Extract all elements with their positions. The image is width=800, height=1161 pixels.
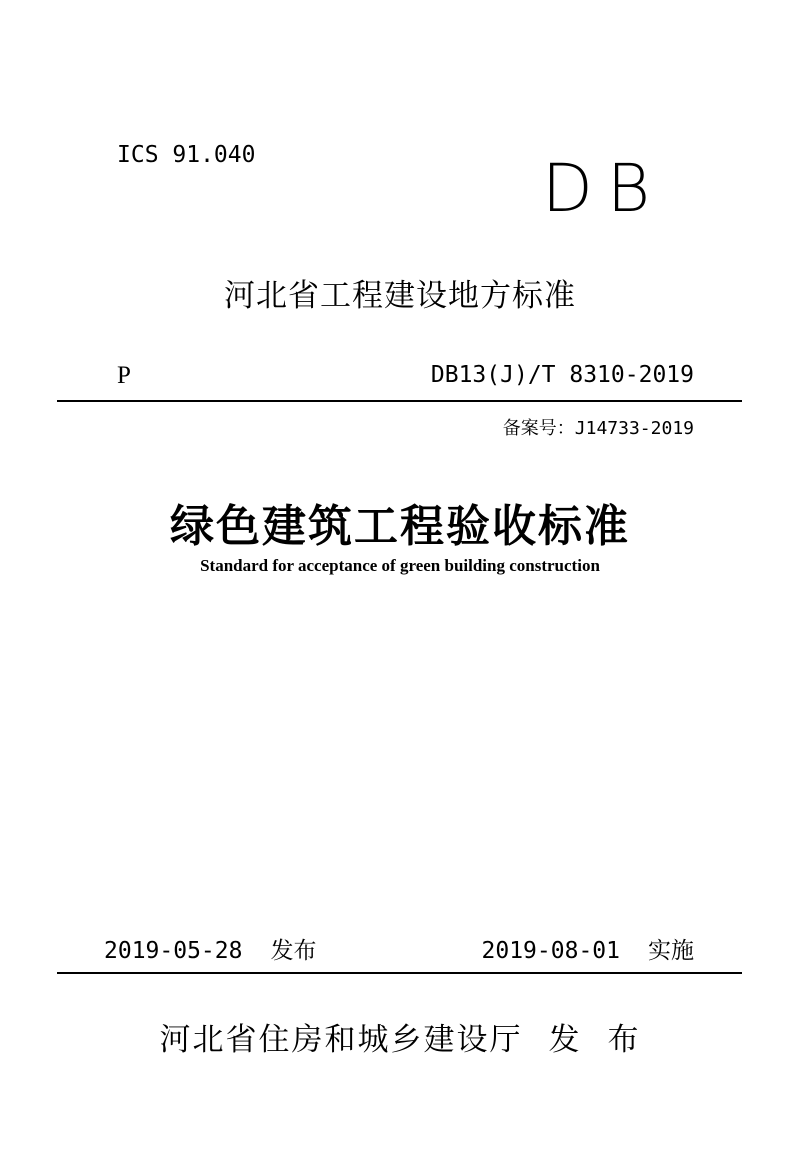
- record-number: [503, 414, 694, 440]
- footer-divider: [57, 972, 742, 974]
- record-value: J14733-2019: [574, 418, 694, 439]
- document-title-english: Standard for acceptance of green building construction: [200, 556, 600, 575]
- publisher-name: 河北省住房和城乡建设厅: [159, 1022, 523, 1058]
- issue-date: 2019-05-28: [104, 938, 243, 964]
- publish-word-1: 发: [548, 1022, 582, 1058]
- issue-label: 发布: [270, 938, 317, 964]
- issue-date-line: [104, 932, 316, 965]
- ics-code: ICS 91.040: [117, 142, 256, 168]
- implement-date: 2019-08-01: [481, 938, 620, 964]
- document-title: 绿色建筑工程验收标准: [170, 501, 630, 552]
- publisher-line: [0, 1014, 800, 1059]
- standard-level: 河北省工程建设地方标准: [224, 278, 576, 314]
- publish-word-2: 布: [607, 1022, 641, 1058]
- record-label: 备案号：: [502, 418, 575, 439]
- standard-number: DB13(J)/T 8310-2019: [430, 362, 694, 388]
- header-divider: [57, 400, 742, 402]
- classification-code: P: [117, 362, 131, 389]
- implement-date-line: [482, 932, 694, 965]
- db-standard-mark: DB: [542, 150, 665, 227]
- implement-label: 实施: [648, 938, 694, 964]
